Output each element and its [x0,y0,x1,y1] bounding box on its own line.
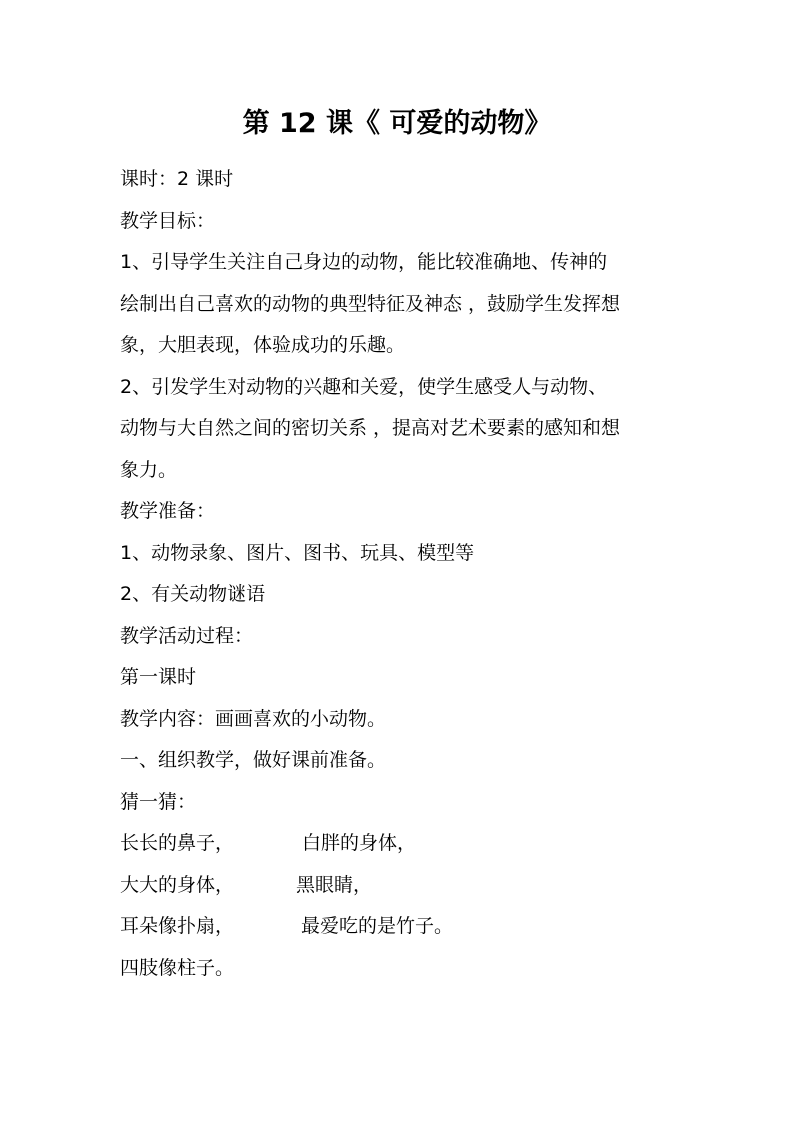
riddle-right-line-3: 最爱吃的是竹子。 [301,915,454,937]
preparation-2: 2、有关动物谜语 [120,583,266,605]
lesson-hours: 课时：2 课时 [120,168,234,190]
objective-1-line-2: 绘制出自己喜欢的动物的典型特征及神态 ，鼓励学生发挥想 [120,293,621,315]
heading-activity-process: 教学活动过程： [120,625,254,647]
riddle-left-line-3: 耳朵像扑扇， [120,915,235,937]
objective-2-line-3: 象力。 [120,459,178,481]
riddle-right-line-2: 黑眼睛， [296,874,373,896]
objective-2-line-2: 动物与大自然之间的密切关系 ，提高对艺术要素的感知和想 [120,417,621,439]
document-title: 第 12 课《 可爱的动物》 [242,108,552,139]
riddle-left-line-1: 长长的鼻子， [120,832,235,854]
step-one: 一、组织教学，做好课前准备。 [120,749,387,771]
teaching-content: 教学内容：画画喜欢的小动物。 [120,708,387,730]
preparation-1: 1、动物录象、图片、图书、玩具、模型等 [120,542,475,564]
riddle-right-line-1: 白胖的身体， [302,832,417,854]
objective-1-line-1: 1、引导学生关注自己身边的动物，能比较准确地、传神的 [120,251,608,273]
heading-objectives: 教学目标： [120,210,216,232]
objective-2-line-1: 2、引发学生对动物的兴趣和关爱，使学生感受人与动物、 [120,376,608,398]
heading-preparation: 教学准备： [120,500,216,522]
objective-1-line-3: 象，大胆表现，体验成功的乐趣。 [120,334,406,356]
riddle-heading: 猜一猜： [120,791,197,813]
riddle-left-line-4: 四肢像柱子。 [120,957,235,979]
first-lesson: 第一课时 [120,666,197,688]
riddle-left-line-2: 大大的身体， [120,874,235,896]
